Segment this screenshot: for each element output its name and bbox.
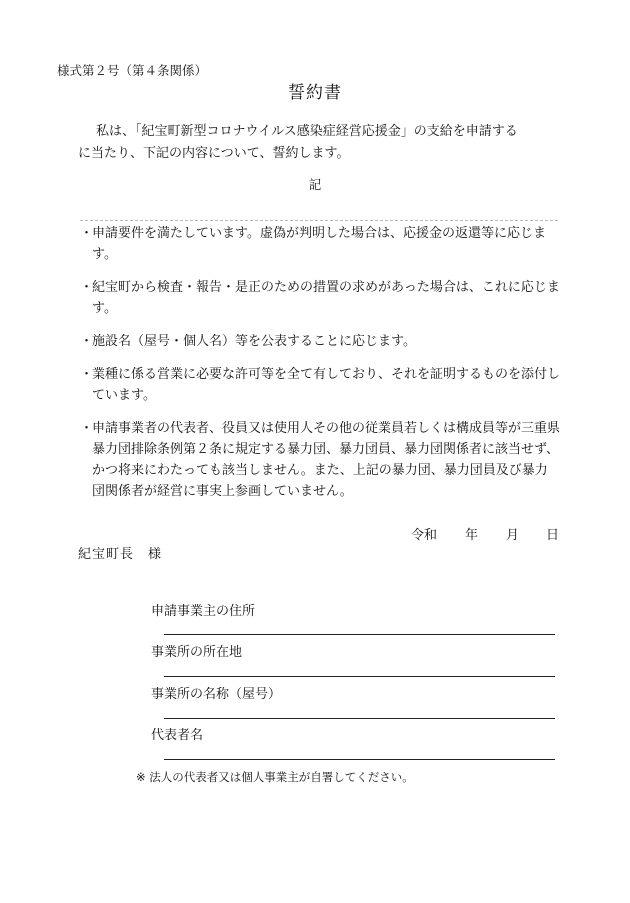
- bullet: ・: [80, 226, 94, 241]
- pledge-item: [80, 223, 560, 265]
- date-year: 年: [465, 528, 479, 543]
- intro-line-1: 私は、「紀宝町新型コロナウイルス感染症経営応援金」の支給を申請する: [96, 124, 518, 139]
- signature-note: ※ 法人の代表者又は個人事業主が自署してください。: [136, 770, 414, 784]
- pledge-text: 申請要件を満たしています。虚偽が判明した場合は、応援金の返還等に応じます。: [92, 226, 546, 262]
- representative-line[interactable]: [164, 759, 555, 760]
- date-day: 日: [546, 528, 560, 543]
- pledge-item: [80, 331, 560, 352]
- address-line[interactable]: [164, 634, 555, 635]
- intro-line-2: に当たり、下記の内容について、誓約します。: [78, 146, 350, 161]
- date-month: 月: [506, 528, 520, 543]
- pledge-text: 施設名（屋号・個人名）等を公表することに応じます。: [92, 334, 416, 349]
- pledge-item: [80, 418, 560, 502]
- office-name-label: 事業所の名称（屋号）: [151, 687, 282, 702]
- office-name-line[interactable]: [164, 718, 555, 719]
- dashed-divider: [80, 220, 558, 221]
- bullet: ・: [80, 334, 94, 349]
- office-location-line[interactable]: [164, 676, 555, 677]
- office-location-label: 事業所の所在地: [151, 645, 243, 660]
- document-title: 誓約書: [288, 83, 342, 103]
- pledge-text: 申請事業者の代表者、役員又は使用人その他の従業員若しくは構成員等が三重県暴力団排除条例第２条に規定する暴力団、暴力団員、暴力団関係者に該当せず、かつ将来にわたっても該当しません。また、上記の暴力団、暴力団員及び暴力団関係者が経営に事実上参画していません。: [92, 421, 561, 499]
- addressee: 紀宝町長 様: [78, 547, 163, 562]
- representative-label: 代表者名: [151, 728, 204, 743]
- address-label: 申請事業主の住所: [151, 604, 256, 619]
- pledge-item: [80, 277, 560, 319]
- bullet: ・: [80, 280, 94, 295]
- ki-heading: 記: [308, 177, 322, 192]
- form-number: 様式第２号（第４条関係）: [57, 63, 208, 78]
- date-era: 令和: [411, 528, 438, 543]
- intro-paragraph: [78, 121, 568, 165]
- bullet: ・: [80, 421, 94, 436]
- pledge-item: [80, 364, 560, 406]
- pledge-text: 業種に係る営業に必要な許可等を全て有しており、それを証明するものを添付しています。: [92, 367, 561, 403]
- pledge-text: 紀宝町から検査・報告・是正のための措置の求めがあった場合は、これに応じます。: [92, 280, 560, 316]
- pledge-list: [80, 223, 560, 514]
- bullet: ・: [80, 367, 94, 382]
